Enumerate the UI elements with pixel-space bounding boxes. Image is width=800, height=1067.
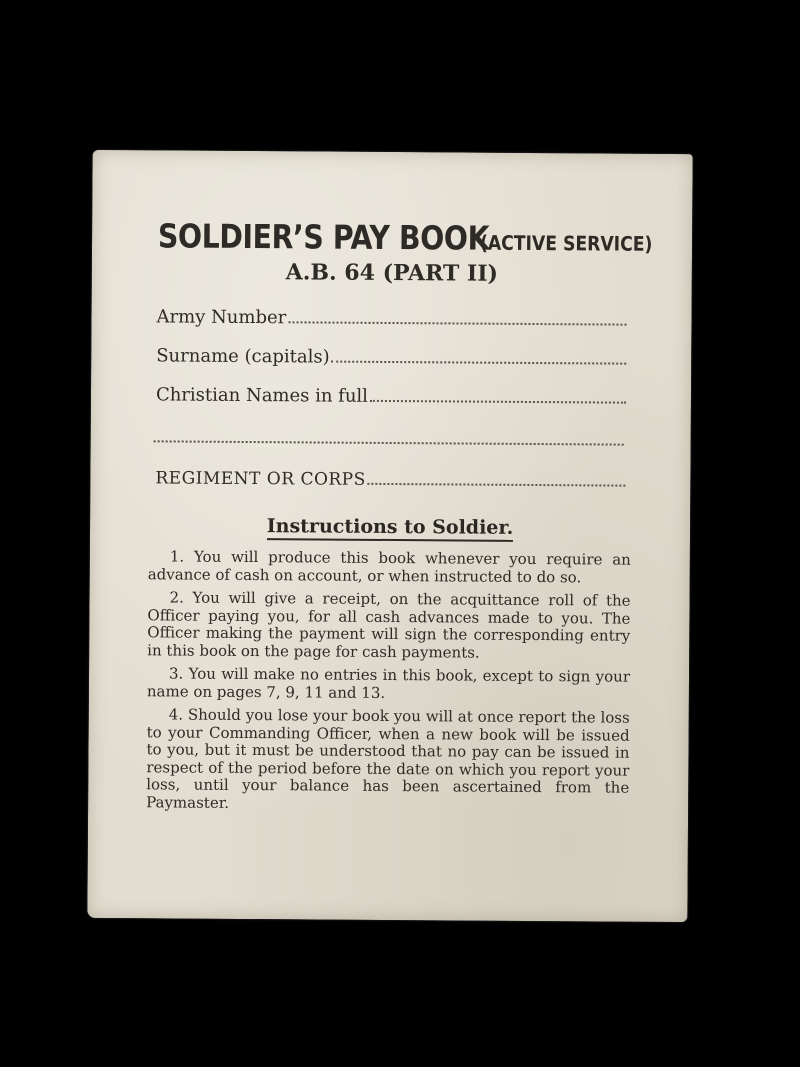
surname-line bbox=[332, 360, 627, 365]
document-title: SOLDIER’S PAY BOOK bbox=[157, 216, 489, 258]
form-code: A.B. 64 (PART II) bbox=[285, 259, 499, 287]
army-number-field bbox=[156, 306, 626, 330]
regiment-line bbox=[368, 482, 626, 487]
pay-book-cover bbox=[87, 150, 692, 922]
title-line bbox=[92, 216, 692, 259]
christian-names-label: Christian Names in full bbox=[155, 384, 369, 407]
instructions-list bbox=[146, 548, 631, 820]
christian-names-continuation-line bbox=[154, 440, 624, 445]
instruction-item: 3. You will make no entries in this book, except to sign your name on pages 7, 9, 11 and 13. bbox=[146, 664, 631, 702]
regiment-label: REGIMENT OR CORPS bbox=[155, 468, 366, 490]
christian-names-line bbox=[370, 399, 626, 404]
regiment-field bbox=[155, 468, 625, 491]
instruction-item: 2. You will give a receipt, on the acquittance roll of the Officer paying you, for all cash advances made to you. The Officer making the payment will sign the corresponding entry in this book on the page for cash payments. bbox=[147, 588, 631, 662]
christian-names-field bbox=[156, 384, 626, 408]
surname-label: Surname (capitals) bbox=[156, 345, 330, 368]
instruction-item: 1. You will produce this book whenever you require an advance of cash on account, or when instructed to do so. bbox=[147, 547, 631, 586]
instruction-item: 4. Should you lose your book you will at once report the loss to your Commanding Officer, when a new book will be issued to you, but it must be understood that no pay can be issued in respect of the period before the date on which you report your loss, until your balance has been ascertained from the Paymaster. bbox=[146, 705, 630, 812]
army-number-line bbox=[288, 320, 626, 325]
army-number-label: Army Number bbox=[156, 306, 287, 329]
document-title-suffix: (ACTIVE SERVICE) bbox=[479, 230, 653, 256]
surname-field bbox=[156, 345, 626, 369]
instructions-heading bbox=[90, 514, 690, 543]
instructions-heading-text: Instructions to Soldier. bbox=[267, 515, 514, 542]
